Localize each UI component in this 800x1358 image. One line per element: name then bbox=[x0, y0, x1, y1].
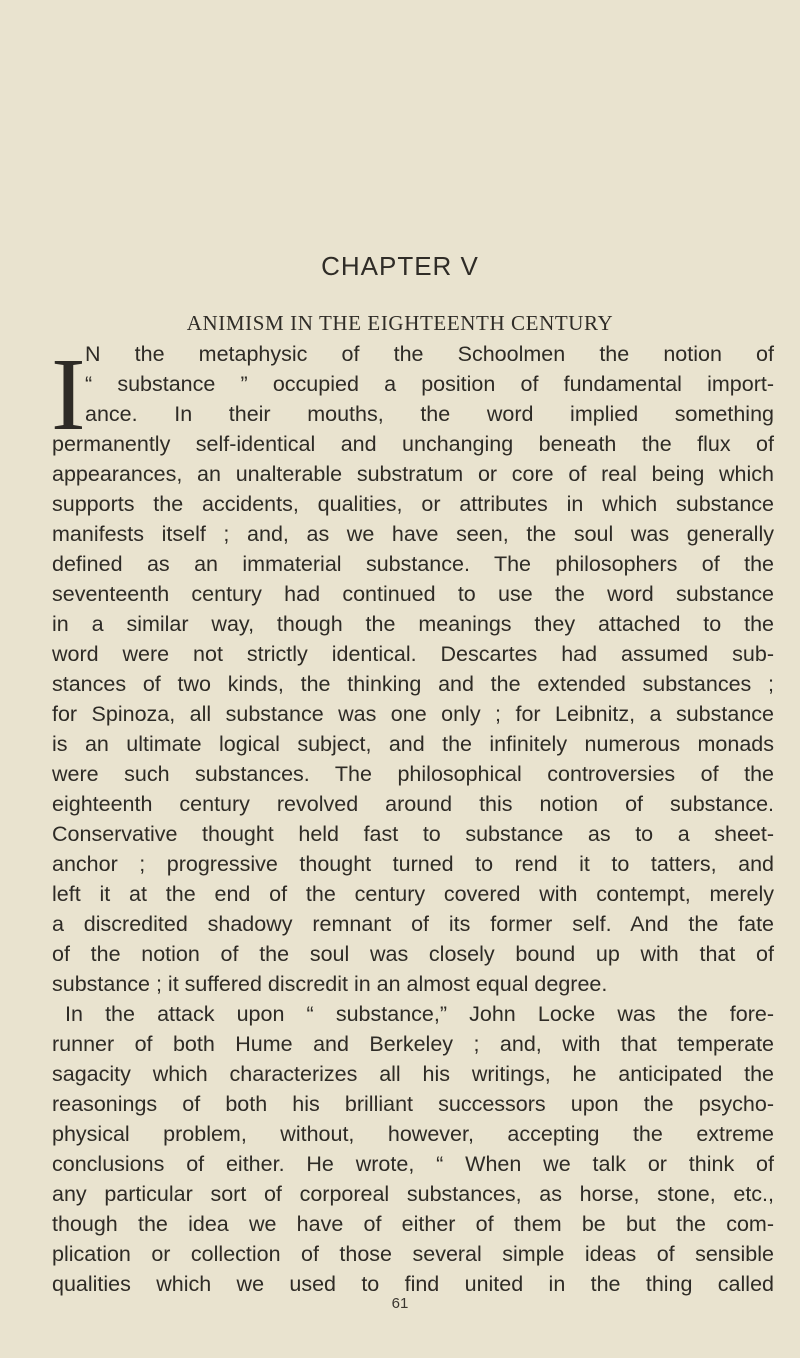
text-line: physical problem, without, however, accepting the extreme bbox=[52, 1122, 774, 1146]
drop-cap: I bbox=[51, 337, 86, 452]
text-line: anchor ; progressive thought turned to rend it to tatters, and bbox=[52, 852, 774, 876]
text-line: appearances, an unalterable substratum or core of real being which bbox=[52, 462, 774, 486]
text-line: “ substance ” occupied a position of fundamental import- bbox=[85, 372, 774, 396]
text-line: runner of both Hume and Berkeley ; and, with that temperate bbox=[52, 1032, 774, 1056]
text-line: were such substances. The philosophical controversies of the bbox=[52, 762, 774, 786]
text-line: qualities which we used to find united in the thing called bbox=[52, 1272, 774, 1296]
text-line: reasonings of both his brilliant successors upon the psycho- bbox=[52, 1092, 774, 1116]
text-line: substance ; it suffered discredit in an almost equal degree. bbox=[52, 972, 608, 996]
text-line: conclusions of either. He wrote, “ When we talk or think of bbox=[52, 1152, 774, 1176]
text-line: in a similar way, though the meanings they attached to the bbox=[52, 612, 774, 636]
text-line: seventeenth century had continued to use the word substance bbox=[52, 582, 774, 606]
text-line: of the notion of the soul was closely bound up with that of bbox=[52, 942, 774, 966]
text-line: sagacity which characterizes all his writings, he anticipated the bbox=[52, 1062, 774, 1086]
text-line: though the idea we have of either of them be but the com- bbox=[52, 1212, 774, 1236]
text-line: plication or collection of those several simple ideas of sensible bbox=[52, 1242, 774, 1266]
chapter-heading: CHAPTER V bbox=[321, 251, 479, 281]
text-line: In the attack upon “ substance,” John Locke was the fore- bbox=[65, 1002, 774, 1026]
chapter-title: ANIMISM IN THE EIGHTEENTH CENTURY bbox=[186, 311, 614, 335]
text-line: is an ultimate logical subject, and the infinitely numerous monads bbox=[52, 732, 774, 756]
text-line: a discredited shadowy remnant of its former self. And the fate bbox=[52, 912, 774, 936]
text-line: word were not strictly identical. Descartes had assumed sub- bbox=[52, 642, 774, 666]
text-line: stances of two kinds, the thinking and the extended substances ; bbox=[52, 672, 774, 696]
text-line: defined as an immaterial substance. The philosophers of the bbox=[52, 552, 774, 576]
text-line: eighteenth century revolved around this notion of substance. bbox=[52, 792, 774, 816]
text-line: Conservative thought held fast to substance as to a sheet- bbox=[52, 822, 774, 846]
text-line: supports the accidents, qualities, or attributes in which substance bbox=[52, 492, 774, 516]
text-line: left it at the end of the century covered with contempt, merely bbox=[52, 882, 774, 906]
text-line: ance. In their mouths, the word implied something bbox=[85, 402, 774, 426]
text-line: permanently self-identical and unchanging beneath the flux of bbox=[52, 432, 774, 456]
page-number: 61 bbox=[391, 1295, 409, 1312]
text-line: manifests itself ; and, as we have seen, the soul was generally bbox=[52, 522, 774, 546]
text-line: N the metaphysic of the Schoolmen the notion of bbox=[85, 342, 774, 366]
text-line: for Spinoza, all substance was one only ; for Leibnitz, a substance bbox=[52, 702, 774, 726]
text-line: any particular sort of corporeal substances, as horse, stone, etc., bbox=[52, 1182, 774, 1206]
